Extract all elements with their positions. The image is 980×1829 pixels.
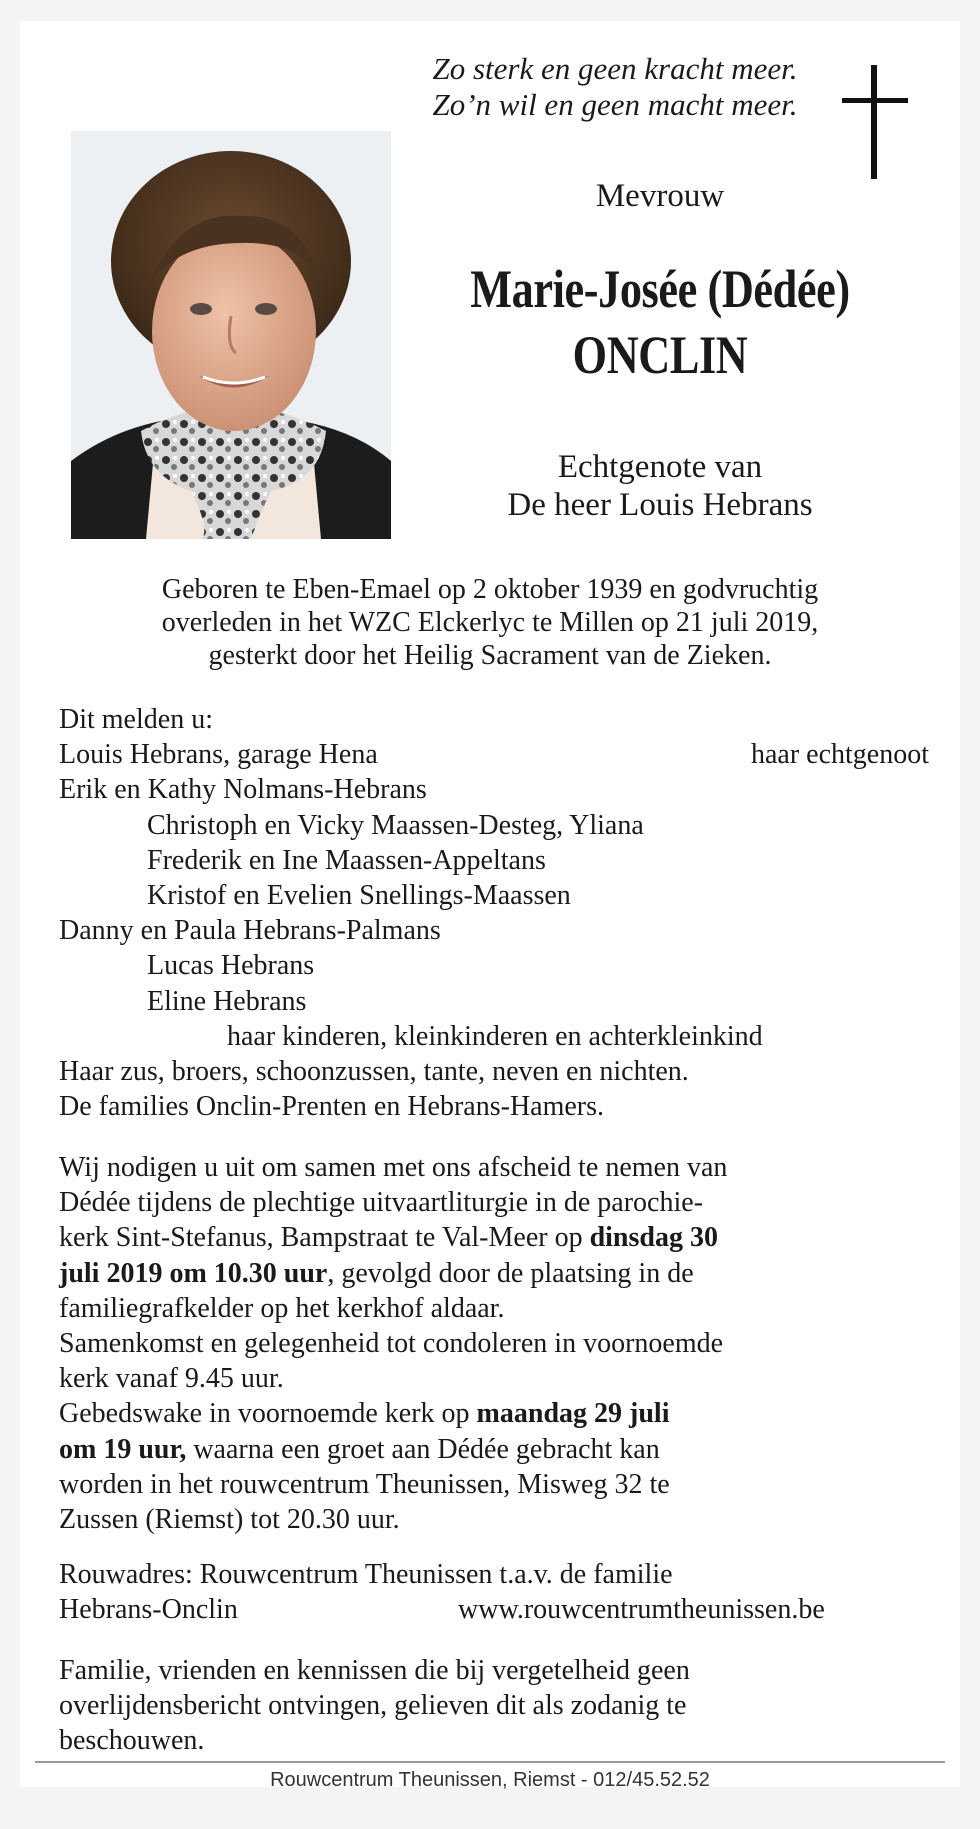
funeral-time: juli 2019 om 10.30 uur bbox=[59, 1257, 328, 1289]
vigil-time: om 19 uur, bbox=[59, 1433, 187, 1465]
vigil-date: maandag 29 juli bbox=[476, 1398, 670, 1430]
poem bbox=[380, 51, 850, 123]
website-link[interactable]: www.rouwcentrumtheunissen.be bbox=[458, 1594, 825, 1626]
spouse-line-1: Echtgenote van bbox=[557, 449, 763, 485]
invitation-line: Dédée tijdens de plechtige uitvaartliturgie in de parochie- bbox=[59, 1187, 704, 1219]
obituary-card bbox=[20, 21, 960, 1791]
husband-role: haar echtgenoot bbox=[750, 739, 929, 771]
notice-line-1: Familie, vrienden en kennissen die bij vergetelheid geen bbox=[59, 1655, 690, 1686]
list-item: Christoph en Vicky Maassen-Desteg, Yliana bbox=[147, 809, 644, 841]
notice-line-3: beschouwen. bbox=[59, 1725, 205, 1757]
notice-text bbox=[59, 1653, 919, 1759]
invitation-line: Wij nodigen u uit om samen met ons afscheid te nemen van bbox=[59, 1152, 728, 1183]
invitation-line bbox=[59, 1256, 919, 1291]
invitation-text bbox=[59, 1150, 919, 1537]
mourners-intro: Dit melden u: bbox=[59, 704, 213, 735]
relatives: Haar zus, broers, schoonzussen, tante, neven en nichten. bbox=[59, 1055, 689, 1087]
invitation-line: familiegrafkelder op het kerkhof aldaar. bbox=[59, 1292, 505, 1324]
last-name: ONCLIN bbox=[572, 325, 748, 385]
list-item: Eline Hebrans bbox=[147, 985, 307, 1017]
invitation-text-part: , gevolgd door de plaatsing in de bbox=[327, 1257, 694, 1289]
mourners-list bbox=[59, 702, 929, 1124]
invitation-line: Samenkomst en gelegenheid tot condoleren in voornoemde bbox=[59, 1327, 724, 1359]
deceased-name bbox=[455, 256, 865, 388]
mourning-address bbox=[59, 1557, 929, 1627]
poem-line-1: Zo sterk en geen kracht meer. bbox=[432, 51, 798, 86]
list-item: Frederik en Ine Maassen-Appeltans bbox=[147, 844, 546, 876]
birth-death-text bbox=[50, 573, 930, 672]
birth-line-2: overleden in het WZC Elckerlyc te Millen op 21 juli 2019, bbox=[161, 607, 819, 638]
invitation-text-part: Gebedswake in voornoemde kerk op bbox=[59, 1398, 477, 1430]
invitation-line: kerk vanaf 9.45 uur. bbox=[59, 1363, 284, 1395]
list-item: Kristof en Evelien Snellings-Maassen bbox=[147, 879, 571, 911]
list-item: Erik en Kathy Nolmans-Hebrans bbox=[59, 774, 427, 806]
children-role: haar kinderen, kleinkinderen en achterkleinkind bbox=[227, 1020, 763, 1052]
honorific: Mevrouw bbox=[595, 178, 725, 214]
invitation-text-part: kerk Sint-Stefanus, Bampstraat te Val-Meer op bbox=[59, 1222, 590, 1254]
cross-icon bbox=[840, 65, 910, 179]
invitation-line bbox=[59, 1396, 919, 1431]
poem-line-2: Zo’n wil en geen macht meer. bbox=[432, 87, 798, 122]
list-item: Lucas Hebrans bbox=[147, 950, 315, 982]
address-line-1: Rouwadres: Rouwcentrum Theunissen t.a.v. de familie bbox=[59, 1559, 673, 1590]
birth-line-3: gesterkt door het Heilig Sacrament van de Zieken. bbox=[208, 640, 772, 671]
mourner-husband bbox=[59, 737, 929, 772]
invitation-text-part: waarna een groet aan Dédée gebracht kan bbox=[186, 1433, 660, 1465]
husband-name: Louis Hebrans, garage Hena bbox=[59, 739, 378, 771]
footer-divider bbox=[35, 1761, 945, 1763]
invitation-line bbox=[59, 1220, 919, 1255]
list-item: Danny en Paula Hebrans-Palmans bbox=[59, 915, 441, 947]
spouse-block bbox=[410, 448, 910, 524]
notice-line-2: overlijdensbericht ontvingen, gelieven dit als zodanig te bbox=[59, 1690, 687, 1722]
footer-text: Rouwcentrum Theunissen, Riemst - 012/45.52.52 bbox=[270, 1769, 710, 1791]
birth-line-1: Geboren te Eben-Emael op 2 oktober 1939 en godvruchtig bbox=[161, 574, 819, 605]
families: De families Onclin-Prenten en Hebrans-Hamers. bbox=[59, 1091, 605, 1123]
spouse-line-2: De heer Louis Hebrans bbox=[507, 487, 813, 523]
address-line-2: Hebrans-Onclin bbox=[59, 1594, 238, 1626]
invitation-line: worden in het rouwcentrum Theunissen, Misweg 32 te bbox=[59, 1468, 670, 1500]
invitation-line bbox=[59, 1432, 919, 1467]
invitation-line: Zussen (Riemst) tot 20.30 uur. bbox=[59, 1503, 400, 1535]
portrait-photo bbox=[71, 131, 391, 539]
funeral-date: dinsdag 30 bbox=[589, 1222, 718, 1254]
first-name: Marie-Josée (Dédée) bbox=[470, 259, 850, 319]
